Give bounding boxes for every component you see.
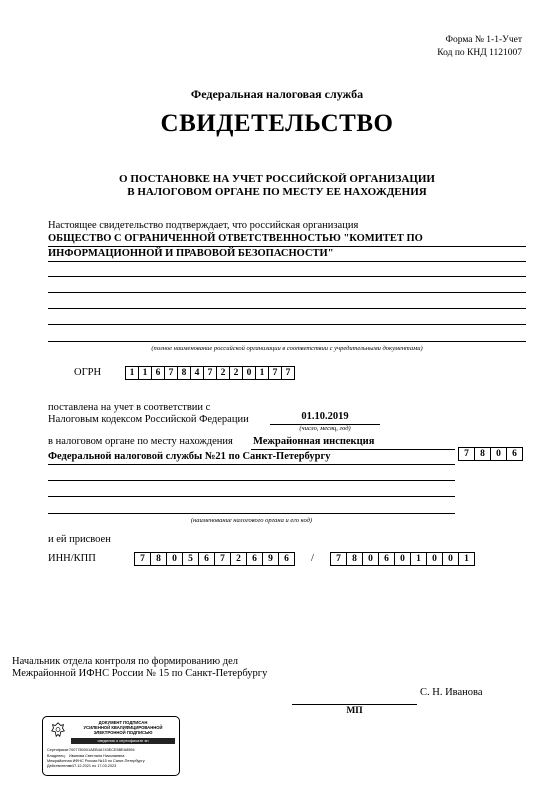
ogrn-digit: 1 <box>138 366 152 380</box>
tax-code-digit: 6 <box>506 447 523 461</box>
ogrn-digit: 4 <box>190 366 204 380</box>
signatory-position-line2: Межрайонной ИФНС России № 15 по Санкт-Петербургу <box>12 668 268 679</box>
tax-authority-underline-2 <box>48 480 455 481</box>
inn-kpp-separator: / <box>311 553 314 564</box>
tax-code-digit: 0 <box>490 447 507 461</box>
kpp-digit: 8 <box>346 552 363 566</box>
e-signature-value: с 17.12.2021 по 17.03.2023 <box>69 764 117 768</box>
inn-cells <box>134 552 295 566</box>
e-signature-key: Владелец: <box>47 754 66 758</box>
ogrn-digit: 1 <box>255 366 269 380</box>
tax-authority-name-part2: Федеральной налоговой службы №21 по Санкт-Петербургу <box>48 451 331 462</box>
signatory-name: С. Н. Иванова <box>420 687 483 698</box>
inn-kpp-label: ИНН/КПП <box>48 553 96 564</box>
inn-digit: 6 <box>278 552 295 566</box>
e-signature-details <box>47 747 176 769</box>
kpp-digit: 1 <box>458 552 475 566</box>
tax-authority-note: (наименование налогового органа и его код) <box>190 517 313 524</box>
e-signature-value: 7007780001АЕВ4А743ЕСЕ5ВЕА8594 <box>69 748 135 752</box>
inn-digit: 6 <box>246 552 263 566</box>
e-signature-value: Иванова Светлана Николаевна <box>69 754 125 758</box>
kpp-cells <box>330 552 475 566</box>
inn-digit: 8 <box>150 552 167 566</box>
ogrn-digit: 0 <box>242 366 256 380</box>
form-code <box>437 34 522 60</box>
coat-of-arms-icon <box>49 721 67 739</box>
subtitle-line1: О ПОСТАНОВКЕ НА УЧЕТ РОССИЙСКОЙ ОРГАНИЗАЦИИ <box>119 173 435 185</box>
kpp-digit: 0 <box>362 552 379 566</box>
tax-authority-underline-4 <box>48 513 455 514</box>
inn-digit: 9 <box>262 552 279 566</box>
organization-underline-3 <box>48 276 526 277</box>
inn-digit: 7 <box>214 552 231 566</box>
e-signature-value: Межрайонная ИФНС России №15 по Санкт-Петербургу <box>47 759 145 763</box>
ogrn-digit: 7 <box>268 366 282 380</box>
certifies-text: Настоящее свидетельство подтверждает, что российская организация <box>48 220 359 231</box>
ogrn-digit: 8 <box>177 366 191 380</box>
ogrn-digit: 7 <box>281 366 295 380</box>
organization-underline-6 <box>48 324 526 325</box>
organization-name-line1: ОБЩЕСТВО С ОГРАНИЧЕННОЙ ОТВЕТСТВЕННОСТЬЮ "КОМИТЕТ ПО <box>48 233 423 244</box>
registration-line1: поставлена на учет в соответствии с <box>48 402 211 413</box>
subtitle-line2: В НАЛОГОВОМ ОРГАНЕ ПО МЕСТУ ЕЕ НАХОЖДЕНИЯ <box>127 186 427 198</box>
inn-digit: 5 <box>182 552 199 566</box>
signature-line <box>292 704 417 705</box>
inn-digit: 2 <box>230 552 247 566</box>
tax-authority-prefix: в налоговом органе по месту нахождения <box>48 436 233 447</box>
organization-underline-2 <box>48 261 526 262</box>
registration-line2: Налоговым кодексом Российской Федерации <box>48 414 249 425</box>
form-number: Форма № 1-1-Учет <box>445 35 522 45</box>
kpp-digit: 0 <box>394 552 411 566</box>
kpp-digit: 1 <box>410 552 427 566</box>
e-signature-stamp <box>42 716 180 776</box>
kpp-digit: 0 <box>426 552 443 566</box>
registration-date: 01.10.2019 <box>301 411 349 422</box>
organization-underline-5 <box>48 308 526 309</box>
organization-name-line2: ИНФОРМАЦИОННОЙ И ПРАВОВОЙ БЕЗОПАСНОСТИ" <box>48 248 334 259</box>
organization-underline-7 <box>48 341 526 342</box>
tax-code-digit: 7 <box>458 447 475 461</box>
service-name: Федеральная налоговая служба <box>190 87 364 101</box>
e-signature-bar: сведения о сертификате эп <box>71 738 175 744</box>
organization-underline-4 <box>48 292 526 293</box>
ogrn-cells <box>125 366 295 380</box>
knd-code: Код по КНД 1121007 <box>437 48 522 58</box>
e-signature-header-line2: УСИЛЕННОЙ КВАЛИФИЦИРОВАННОЙ <box>83 725 163 730</box>
tax-authority-code-cells <box>458 447 523 461</box>
document-title: СВИДЕТЕЛЬСТВО <box>160 110 394 137</box>
tax-authority-name-part1: Межрайонная инспекция <box>253 436 375 447</box>
organization-underline-1 <box>48 246 526 247</box>
document-subtitle <box>0 173 554 199</box>
ogrn-digit: 6 <box>151 366 165 380</box>
tax-authority-underline-0 <box>251 449 455 450</box>
ogrn-label: ОГРН <box>74 367 102 378</box>
e-signature-header <box>71 720 175 735</box>
ogrn-digit: 2 <box>216 366 230 380</box>
e-signature-header-line1: ДОКУМЕНТ ПОДПИСАН <box>98 720 148 725</box>
mp-label: МП <box>346 706 363 716</box>
ogrn-digit: 7 <box>164 366 178 380</box>
kpp-digit: 7 <box>330 552 347 566</box>
e-signature-key: Действителен: <box>47 764 73 768</box>
inn-digit: 7 <box>134 552 151 566</box>
kpp-digit: 6 <box>378 552 395 566</box>
registration-date-note: (число, месяц, год) <box>299 425 351 432</box>
ogrn-digit: 2 <box>229 366 243 380</box>
inn-digit: 0 <box>166 552 183 566</box>
ogrn-digit: 7 <box>203 366 217 380</box>
signatory-position <box>12 656 267 680</box>
kpp-digit: 0 <box>442 552 459 566</box>
e-signature-key: Сертификат: <box>47 748 70 752</box>
ogrn-digit: 1 <box>125 366 139 380</box>
organization-note: (полное наименование российской организации в соответствии с учредительными документами) <box>151 345 423 352</box>
tax-authority-underline-1 <box>48 464 455 465</box>
signatory-position-line1: Начальник отдела контроля по формированию дел <box>12 656 238 667</box>
e-signature-row <box>47 764 176 769</box>
tax-authority-underline-3 <box>48 496 455 497</box>
e-signature-header-line3: ЭЛЕКТРОННОЙ ПОДПИСЬЮ <box>93 730 153 735</box>
assigned-label: и ей присвоен <box>48 534 111 545</box>
tax-code-digit: 8 <box>474 447 491 461</box>
inn-digit: 6 <box>198 552 215 566</box>
